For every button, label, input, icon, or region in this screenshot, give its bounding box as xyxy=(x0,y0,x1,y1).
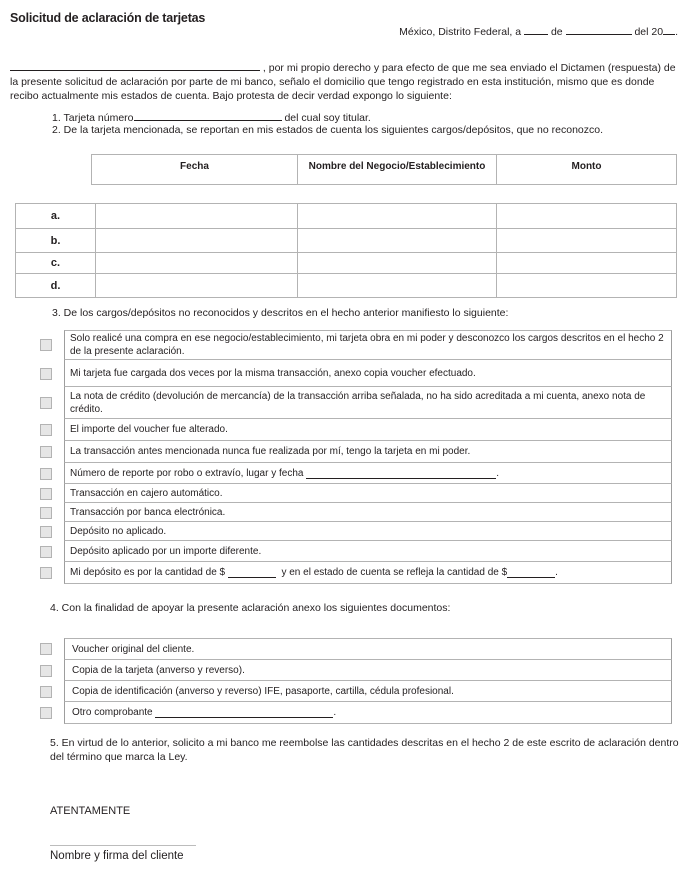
negocio-cell[interactable] xyxy=(297,253,496,273)
document-label: Otro comprobante xyxy=(72,707,153,718)
deposit-amount-field[interactable] xyxy=(228,567,276,578)
fecha-cell[interactable] xyxy=(95,229,297,252)
reason-item xyxy=(40,562,672,584)
monto-cell[interactable] xyxy=(496,253,676,273)
reason-item xyxy=(40,441,672,463)
reason-suffix: . xyxy=(496,467,500,479)
month-field[interactable] xyxy=(566,24,632,35)
document-item xyxy=(40,660,672,681)
other-document-field[interactable] xyxy=(155,707,333,718)
year-field[interactable] xyxy=(663,24,675,35)
reason-item xyxy=(40,330,672,360)
item-4: 4. Con la finalidad de apoyar la presente aclaración anexo los siguientes documentos: xyxy=(50,602,451,614)
reason-text xyxy=(64,463,672,484)
monto-cell[interactable] xyxy=(496,274,676,297)
reason-text: Transacción por banca electrónica. xyxy=(64,503,672,522)
reason-checkbox[interactable] xyxy=(40,526,52,538)
fecha-cell[interactable] xyxy=(95,204,297,228)
reason-text: El importe del voucher fue alterado. xyxy=(64,419,672,441)
header-negocio: Nombre del Negocio/Establecimiento xyxy=(297,155,496,184)
reason-item xyxy=(40,419,672,441)
client-name-field[interactable] xyxy=(10,60,260,71)
reason-checkbox[interactable] xyxy=(40,446,52,458)
document-text xyxy=(64,702,672,724)
reason-item xyxy=(40,463,672,484)
card-number-field[interactable] xyxy=(134,110,282,121)
document-text: Copia de la tarjeta (anverso y reverso). xyxy=(64,660,672,681)
reason-item xyxy=(40,484,672,503)
report-number-field[interactable] xyxy=(306,468,496,479)
dateline-del: del 20 xyxy=(634,26,664,38)
reason-checkbox[interactable] xyxy=(40,488,52,500)
negocio-cell[interactable] xyxy=(297,274,496,297)
reason-checkbox[interactable] xyxy=(40,397,52,409)
document-checkbox[interactable] xyxy=(40,665,52,677)
reason-checkbox[interactable] xyxy=(40,368,52,380)
signature-line[interactable] xyxy=(50,845,196,846)
reason-item xyxy=(40,387,672,419)
reason-text xyxy=(64,562,672,584)
charges-table xyxy=(15,203,677,298)
table-row xyxy=(16,273,676,297)
statement-amount-field[interactable] xyxy=(507,567,555,578)
item-5: 5. En virtud de lo anterior, solicito a mi banco me reembolse las cantidades descritas en el hecho 2 de este escrito de aclaración dentro del término que marca la Ley. xyxy=(50,737,679,763)
table-row xyxy=(16,252,676,273)
reason-text: Depósito aplicado por un importe diferente. xyxy=(64,541,672,562)
intro-text: , por mi propio derecho y para efecto de que me sea enviado el Dictamen (respuesta) de la presente solicitud de aclaración por parte de mi banco, señalo el domicilio que tengo registrado en esta institución, mismo que es donde recibo actualmente mis estados de cuenta. Bajo protesta de decir verdad expongo lo siguiente: xyxy=(10,62,676,102)
reason-checkbox[interactable] xyxy=(40,567,52,579)
reason-label: Número de reporte por robo o extravío, lugar y fecha xyxy=(70,467,304,479)
item-1 xyxy=(52,110,371,124)
intro-paragraph xyxy=(10,60,682,103)
fecha-cell[interactable] xyxy=(95,253,297,273)
dateline-end: . xyxy=(675,26,678,38)
day-field[interactable] xyxy=(524,24,548,35)
reason-item xyxy=(40,522,672,541)
table-row xyxy=(16,228,676,252)
reason-item xyxy=(40,360,672,387)
document-checkbox[interactable] xyxy=(40,686,52,698)
header-fecha: Fecha xyxy=(180,161,209,172)
document-suffix: . xyxy=(333,707,337,718)
item-1-prefix: 1. Tarjeta número xyxy=(52,112,134,124)
row-label: c. xyxy=(50,257,61,269)
signature-label: Nombre y firma del cliente xyxy=(50,850,184,862)
reason-middle: y en el estado de cuenta se refleja la cantidad de $ xyxy=(281,567,508,578)
fecha-cell[interactable] xyxy=(95,274,297,297)
reason-checkbox[interactable] xyxy=(40,424,52,436)
monto-cell[interactable] xyxy=(496,204,676,228)
reason-item xyxy=(40,541,672,562)
item-2: 2. De la tarjeta mencionada, se reportan en mis estados de cuenta los siguientes cargos/depósitos, que no reconozco. xyxy=(52,124,603,136)
document-item xyxy=(40,638,672,660)
reason-checkbox[interactable] xyxy=(40,507,52,519)
reasons-list xyxy=(40,330,672,584)
document-text: Copia de identificación (anverso y reverso) IFE, pasaporte, cartilla, cédula profesional. xyxy=(64,681,672,702)
document-text: Voucher original del cliente. xyxy=(64,638,672,660)
charges-table-header xyxy=(91,154,677,185)
closing-text: ATENTAMENTE xyxy=(50,805,131,817)
reason-item xyxy=(40,503,672,522)
row-label: d. xyxy=(50,279,61,292)
negocio-cell[interactable] xyxy=(297,229,496,252)
dateline-prefix: México, Distrito Federal, a xyxy=(399,26,522,38)
document-item xyxy=(40,702,672,724)
reason-checkbox[interactable] xyxy=(40,339,52,351)
reason-text: Mi tarjeta fue cargada dos veces por la misma transacción, anexo copia voucher efectuado. xyxy=(64,360,672,387)
documents-list xyxy=(40,638,672,724)
reason-text: La nota de crédito (devolución de mercancía) de la transacción arriba señalada, no ha sido acreditada a mi cuenta, anexo nota de crédito. xyxy=(64,387,672,419)
header-monto: Monto xyxy=(496,155,676,184)
monto-cell[interactable] xyxy=(496,229,676,252)
reason-text: Solo realicé una compra en ese negocio/establecimiento, mi tarjeta obra en mi poder y desconozco los cargos descritos en el hecho 2 de la presente aclaración. xyxy=(64,330,672,360)
reason-text: Depósito no aplicado. xyxy=(64,522,672,541)
negocio-cell[interactable] xyxy=(297,204,496,228)
reason-suffix: . xyxy=(555,567,558,578)
row-label: a. xyxy=(50,210,61,222)
reason-text: La transacción antes mencionada nunca fue realizada por mí, tengo la tarjeta en mi poder. xyxy=(64,441,672,463)
reason-checkbox[interactable] xyxy=(40,468,52,480)
document-title: Solicitud de aclaración de tarjetas xyxy=(10,11,206,25)
item-3: 3. De los cargos/depósitos no reconocidos y descritos en el hecho anterior manifiesto lo siguiente: xyxy=(52,307,509,319)
row-label: b. xyxy=(50,234,61,247)
dateline-de: de xyxy=(550,26,563,38)
item-1-suffix: del cual soy titular. xyxy=(284,112,371,124)
document-checkbox[interactable] xyxy=(40,707,52,719)
reason-label: Mi depósito es por la cantidad de $ xyxy=(70,567,226,578)
document-checkbox[interactable] xyxy=(40,643,52,655)
table-row xyxy=(16,204,676,228)
reason-text: Transacción en cajero automático. xyxy=(64,484,672,503)
reason-checkbox[interactable] xyxy=(40,546,52,558)
dateline xyxy=(399,24,678,38)
document-item xyxy=(40,681,672,702)
